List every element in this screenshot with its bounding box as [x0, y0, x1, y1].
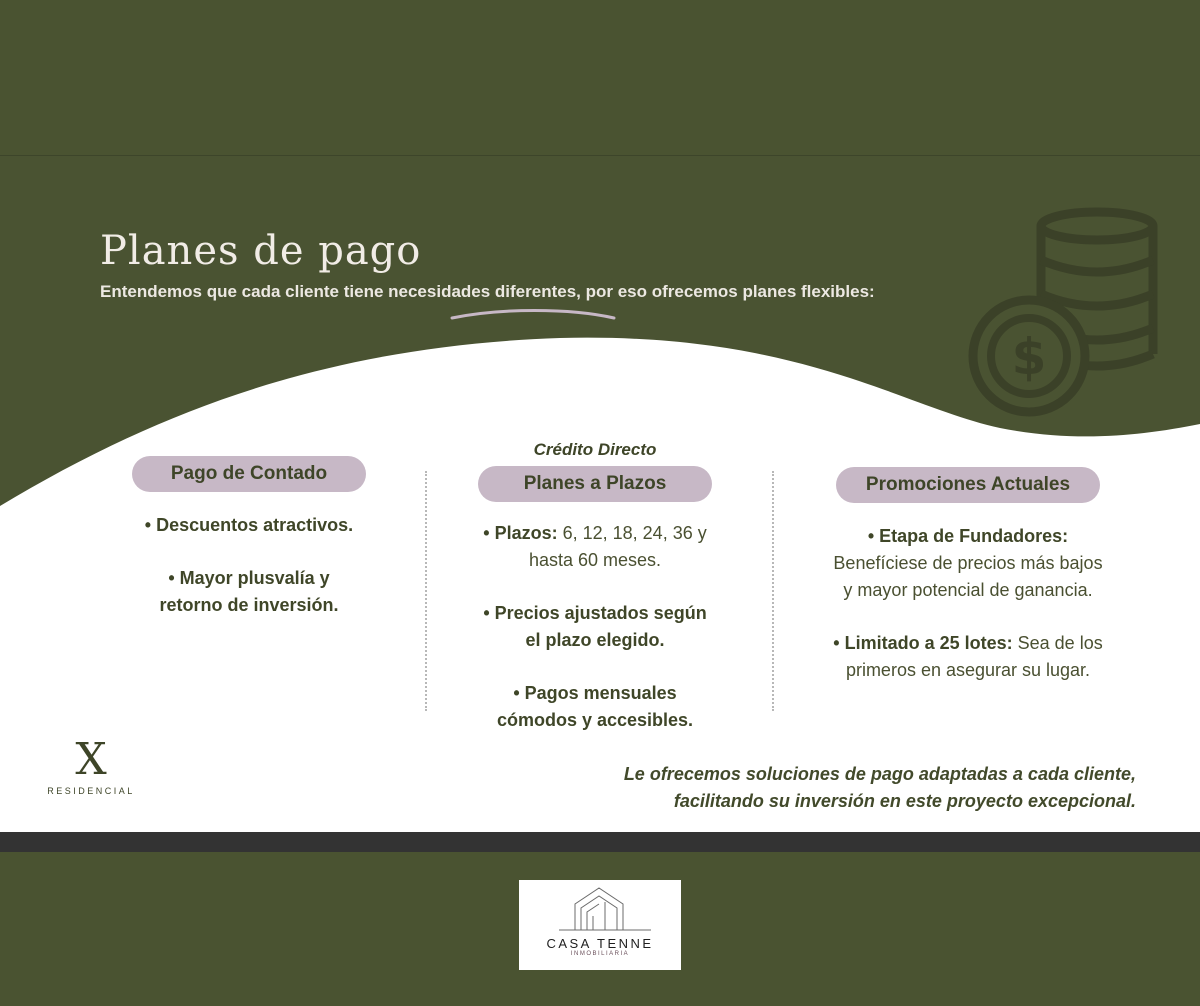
list-item: • Limitado a 25 lotes: Sea de los primeros en asegurar su lugar.	[833, 633, 1103, 680]
bottom-divider-bar	[0, 832, 1200, 852]
pill-planes-plazos: Planes a Plazos	[478, 466, 712, 502]
list-item: • Precios ajustados según el plazo elegido.	[483, 603, 707, 650]
closing-statement	[624, 761, 1136, 815]
column-planes-plazos	[458, 466, 732, 734]
casa-tenne-sub: INMOBILIARIA	[570, 951, 630, 957]
list-item: • Pagos mensuales cómodos y accesibles.	[496, 683, 694, 730]
house-outline-icon	[519, 880, 681, 936]
list-item: • Plazos: 6, 12, 18, 24, 36 y hasta 60 meses.	[483, 523, 707, 570]
closing-line-2: facilitando su inversión en este proyecto excepcional.	[673, 791, 1136, 811]
coin-stack-dollar-icon	[965, 204, 1165, 419]
payment-plans-slide	[0, 155, 1200, 833]
svg-text:$: $	[1011, 328, 1047, 386]
list-item: • Mayor plusvalía y retorno de inversión.	[159, 568, 339, 615]
casa-tenne-name: CASA TENNE	[546, 936, 654, 951]
residencial-logo-mark: X	[75, 734, 107, 785]
residencial-logo	[44, 736, 138, 796]
page-subtitle: Entendemos que cada cliente tiene necesidades diferentes, por eso ofrecemos planes flexibles:	[100, 282, 875, 301]
pill-promociones-actuales: Promociones Actuales	[836, 467, 1100, 503]
residencial-logo-word: RESIDENCIAL	[47, 786, 135, 796]
list-item: • Descuentos atractivos.	[144, 515, 354, 535]
closing-line-1: Le ofrecemos soluciones de pago adaptadas a cada cliente,	[623, 764, 1136, 784]
column-divider	[772, 471, 774, 711]
casa-tenne-logo	[519, 880, 681, 970]
credito-directo-label: Crédito Directo	[533, 440, 657, 459]
pill-pago-contado: Pago de Contado	[132, 456, 366, 492]
column-divider	[425, 471, 427, 711]
list-item: • Etapa de Fundadores: Benefíciese de precios más bajos y mayor potencial de ganancia.	[833, 526, 1103, 600]
column-promociones	[798, 467, 1138, 684]
page-title: Planes de pago	[100, 228, 422, 274]
column-pago-contado	[132, 456, 366, 619]
